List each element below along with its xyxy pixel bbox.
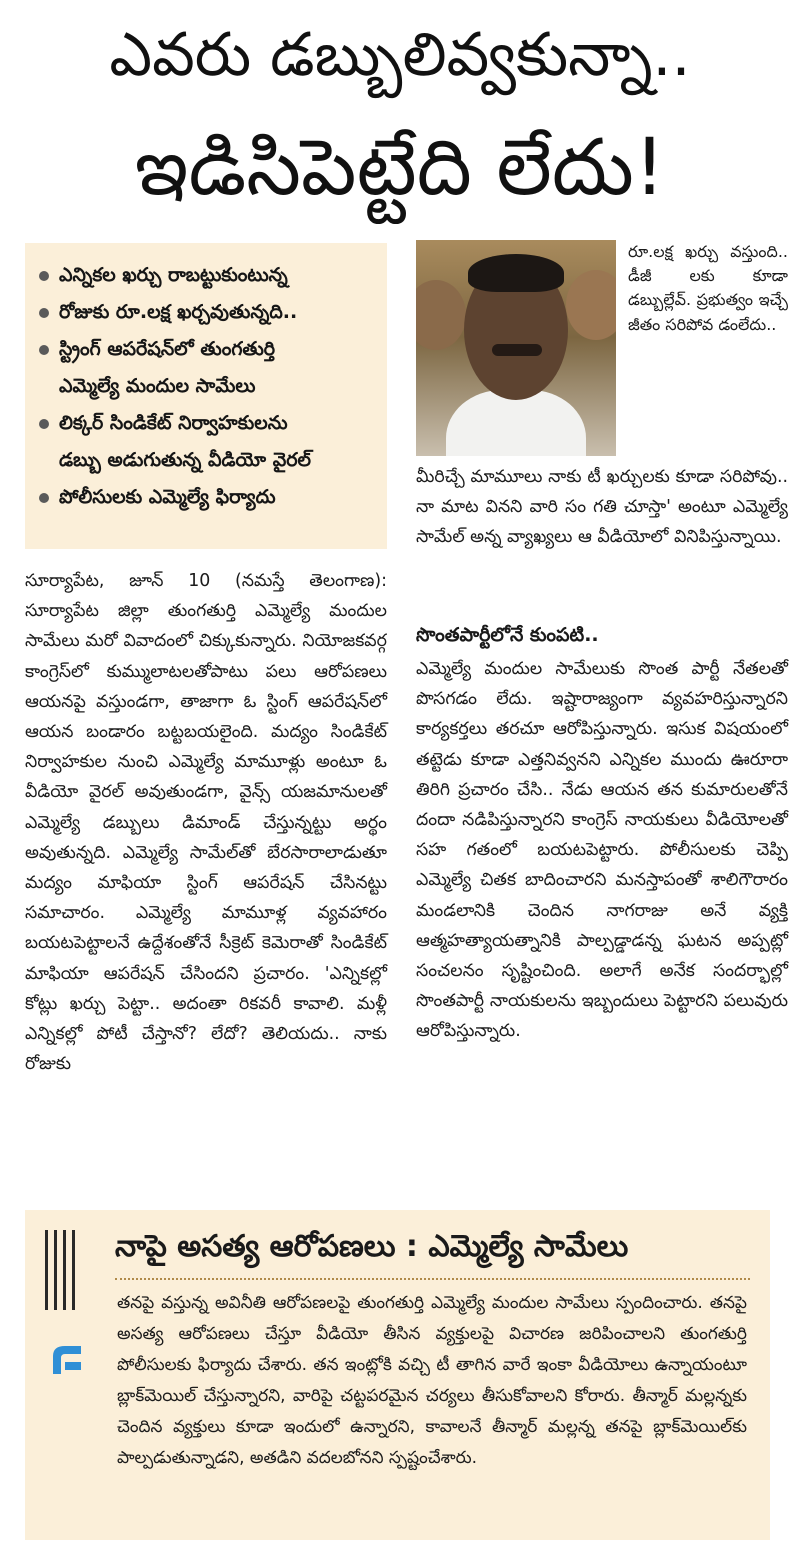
highlight-text: పోలీసులకు ఎమ్మెల్యే ఫిర్యాదు [59,486,276,508]
highlight-text: ఎమ్మెల్యే మందుల సామేలు [59,375,256,397]
box-paragraph: తనపై వస్తున్న అవినీతి ఆరోపణలపై తుంగతుర్తి ఎమ్మెల్యే మందుల సామేలు స్పందించారు. తనపై అసత్య ఆరోపణలు చేస్తూ వీడియో తీసిన వ్యక్తులపై విచారణ జరిపించాలని తుంగతుర్తి పోలీసులకు ఫిర్యాదు చేశారు. తన ఇంట్లోకి వచ్చి టీ తాగిన వారే ఇంకా వీడియోలు ఉన్నాయంటూ బ్లాక్‌మెయిల్ చేస్తున్నారని, వారిపై చట్టపరమైన చర్యలు తీసుకోవాలని కోరారు. తీన్మార్ మల్లన్నకు చెందిన వ్యక్తులు కూడా ఇందులో ఉన్నారని, కావాలనే తీన్మార్ మల్లన్న తనపై బ్లాక్‌మెయిల్‌కు పాల్పడుతున్నాడని, అతడిని వదలబోనని స్పష్టంచేశారు. [117,1293,747,1468]
bullet-icon [39,493,49,503]
highlight-item [39,331,377,368]
right-top-continuation [416,462,788,553]
highlight-text: డబ్బు అడుగుతున్న వీడియో వైరల్ [59,449,311,471]
box-text [117,1288,747,1474]
right-top-text [628,240,788,337]
right-column [416,654,788,1047]
newspaper-logo-icon [47,1340,87,1380]
right-top-cont-paragraph: మీరిచ్చే మామూలు నాకు టీ ఖర్చులకు కూడా సరిపోవు.. నా మాట వినని వారి సం గతి చూస్తా' అంటూ ఎమ్మెల్యే సామేల్ అన్న వ్యాఖ్యలు ఆ వీడియోలో వినిపిస్తున్నాయి. [416,467,788,548]
highlight-text: రోజుకు రూ.లక్ష ఖర్చవుతున్నది.. [59,301,298,323]
headline-line-2: ఇడిసిపెట్టేది లేదు! [134,123,666,213]
highlight-item [39,368,377,405]
left-column [25,566,387,1079]
bullet-icon [39,308,49,318]
highlight-item [39,405,377,442]
subhead: సొంతపార్టీలోనే కుంపటి.. [416,624,599,646]
bullet-icon [39,419,49,429]
box-divider [115,1278,750,1280]
right-column-paragraph: ఎమ్మెల్యే మందుల సామేలుకు సొంత పార్టీ నేతలతో పొసగడం లేదు. ఇష్టారాజ్యంగా వ్యవహరిస్తున్నారని కార్యకర్తలు తరచూ ఆరోపిస్తున్నారు. ఇసుక విషయంలో తట్టెడు కూడా ఎత్తనివ్వనని ఎన్నికల ముందు ఊరూరా తిరిగి ప్రచారం చేసి.. నేడు ఆయన తన కుమారులతోనే దందా నడిపిస్తున్నారని కాంగ్రెస్ నాయకులు వీడియోలతో సహ గతంలో బయటపెట్టారు. పోలీసులకు చెప్పి ఎమ్మెల్యే చితక బాదించారని మనస్తాపంతో శాలిగౌరారం మండలానికి చెందిన నాగరాజు అనే వ్యక్తి ఆత్మహత్యాయత్నానికి పాల్పడ్డాడన్న ఘటన అప్పట్లో సంచలనం సృష్టించింది. అలాగే అనేక సందర్భాల్లో సొంతపార్టీ నాయకులను ఇబ్బందులు పెట్టారని పలువురు ఆరోపిస్తున్నారు. [416,659,788,1042]
decorative-bars-icon [45,1230,85,1310]
bullet-icon [39,271,49,281]
headline-line-1: ఎవరు డబ్బులివ్వకున్నా.. [109,20,691,90]
left-column-paragraph: సూర్యాపేట, జూన్ 10 (నమస్తే తెలంగాణ): సూర్యాపేట జిల్లా తుంగతుర్తి ఎమ్మెల్యే మందుల సామేలు మరో వివాదంలో చిక్కుకున్నారు. నియోజకవర్గ కాంగ్రెస్‌లో కుమ్ములాటలతోపాటు పలు ఆరోపణలు ఆయనపై వస్తుండగా, తాజాగా ఓ స్టింగ్ ఆపరేషన్‌లో ఆయన బండారం బట్టబయలైంది. మద్యం సిండికేట్ నిర్వాహకుల నుంచి ఎమ్మెల్యే మామూళ్లు అంటూ ఓ వీడియో వైరల్ అవుతుండగా, వైన్స్ యజమానులతో ఎమ్మెల్యే డబ్బులు డిమాండ్ చేస్తున్నట్టు అర్థం అవుతున్నది. ఎమ్మెల్యే సామేల్‌తో బేరసారాలాడుతూ మద్యం మాఫియా స్టింగ్ ఆపరేషన్ చేసినట్టు సమాచారం. ఎమ్మెల్యే మామూళ్ల వ్యవహారం బయటపెట్టాలనే ఉద్దేశంతోనే సీక్రెట్ కెమెరాతో సిండికేట్ మాఫియా ఆపరేషన్ చేసిందని ప్రచారం. 'ఎన్నికల్లో కోట్లు ఖర్చు పెట్టా.. అదంతా రికవరీ కావాలి. మళ్లీ ఎన్నికల్లో పోటీ చేస్తానో? లేదో? తెలియదు.. నాకు రోజుకు [25,571,387,1075]
highlight-item [39,294,377,331]
news-photo [416,240,616,456]
statement-box [25,1210,770,1540]
highlight-text: స్ట్రింగ్ ఆపరేషన్‌లో తుంగతుర్తి [59,338,276,360]
highlight-item [39,442,377,479]
right-top-paragraph: రూ.లక్ష ఖర్చు వస్తుంది.. డీజీ లకు కూడా డబ్బుల్లేవ్. ప్రభుత్వం ఇచ్చే జీతం సరిపోవ డంలేదు.. [628,242,788,334]
highlight-item [39,257,377,294]
highlight-text: లిక్కర్ సిండికేట్ నిర్వాహకులను [59,412,288,434]
highlight-item [39,479,377,516]
bullet-icon [39,345,49,355]
highlights-box [25,243,387,549]
highlight-text: ఎన్నికల ఖర్చు రాబట్టుకుంటున్న [59,264,288,286]
box-title: నాపై అసత్య ఆరోపణలు : ఎమ్మెల్యే సామేలు [115,1229,629,1264]
